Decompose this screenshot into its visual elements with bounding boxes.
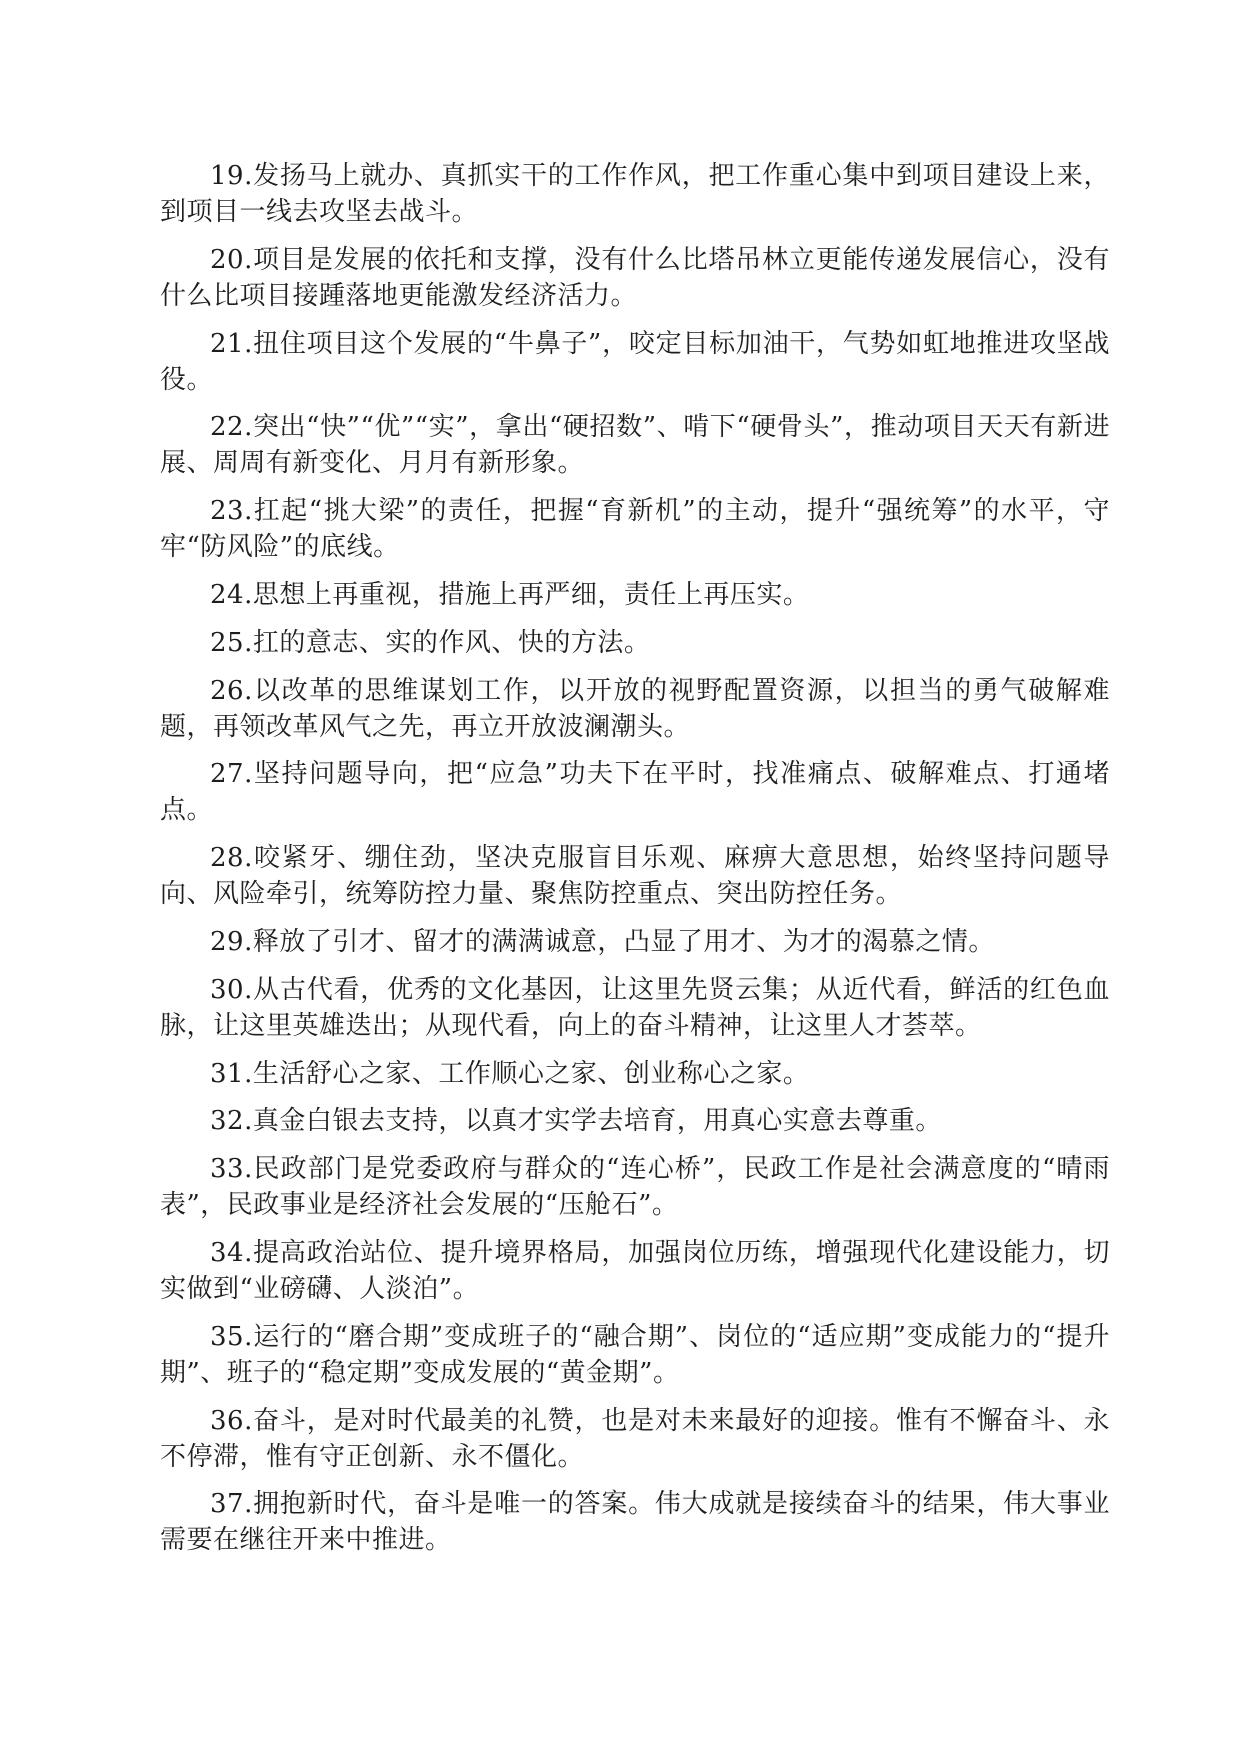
paragraph-34: 34.提高政治站位、提升境界格局，加强岗位历练，增强现代化建设能力，切实做到“业磅礴、人淡泊”。	[160, 1237, 1110, 1304]
paragraph-33: 33.民政部门是党委政府与群众的“连心桥”，民政工作是社会满意度的“晴雨表”，民政事业是经济社会发展的“压舱石”。	[160, 1154, 1110, 1221]
paragraph-30: 30.从古代看，优秀的文化基因，让这里先贤云集；从近代看，鲜活的红色血脉，让这里英雄迭出；从现代看，向上的奋斗精神，让这里人才荟萃。	[160, 974, 1110, 1041]
paragraph-26: 26.以改革的思维谋划工作，以开放的视野配置资源，以担当的勇气破解难题，再领改革风气之先，再立开放波澜潮头。	[160, 675, 1110, 742]
paragraph-20: 20.项目是发展的依托和支撑，没有什么比塔吊林立更能传递发展信心，没有什么比项目接踵落地更能激发经济活力。	[160, 244, 1110, 311]
paragraph-21: 21.扭住项目这个发展的“牛鼻子”，咬定目标加油干，气势如虹地推进攻坚战役。	[160, 328, 1110, 395]
paragraph-31: 31.生活舒心之家、工作顺心之家、创业称心之家。	[210, 1058, 810, 1089]
paragraph-25: 25.扛的意志、实的作风、快的方法。	[210, 627, 651, 658]
document-page	[160, 158, 1110, 1570]
paragraph-36: 36.奋斗，是对时代最美的礼赞，也是对未来最好的迎接。惟有不懈奋斗、永不停滞，惟有守正创新、永不僵化。	[160, 1405, 1110, 1472]
paragraph-24: 24.思想上再重视，措施上再严细，责任上再压实。	[210, 579, 810, 610]
paragraph-37: 37.拥抱新时代，奋斗是唯一的答案。伟大成就是接续奋斗的结果，伟大事业需要在继往开来中推进。	[160, 1489, 1110, 1556]
paragraph-29: 29.释放了引才、留才的满满诚意，凸显了用才、为才的渴慕之情。	[210, 926, 995, 957]
paragraph-27: 27.坚持问题导向，把“应急”功夫下在平时，找准痛点、破解难点、打通堵点。	[160, 759, 1110, 826]
paragraph-22: 22.突出“快”“优”“实”，拿出“硬招数”、啃下“硬骨头”，推动项目天天有新进展、周周有新变化、月月有新形象。	[160, 412, 1110, 479]
paragraph-23: 23.扛起“挑大梁”的责任，把握“育新机”的主动，提升“强统筹”的水平，守牢“防风险”的底线。	[160, 496, 1110, 563]
paragraph-28: 28.咬紧牙、绷住劲，坚决克服盲目乐观、麻痹大意思想，始终坚持问题导向、风险牵引，统筹防控力量、聚焦防控重点、突出防控任务。	[160, 843, 1110, 910]
paragraph-35: 35.运行的“磨合期”变成班子的“融合期”、岗位的“适应期”变成能力的“提升期”、班子的“稳定期”变成发展的“黄金期”。	[160, 1321, 1110, 1388]
paragraph-19: 19.发扬马上就办、真抓实干的工作作风，把工作重心集中到项目建设上来，到项目一线去攻坚去战斗。	[160, 161, 1110, 227]
paragraph-32: 32.真金白银去支持，以真才实学去培育，用真心实意去尊重。	[210, 1106, 942, 1137]
